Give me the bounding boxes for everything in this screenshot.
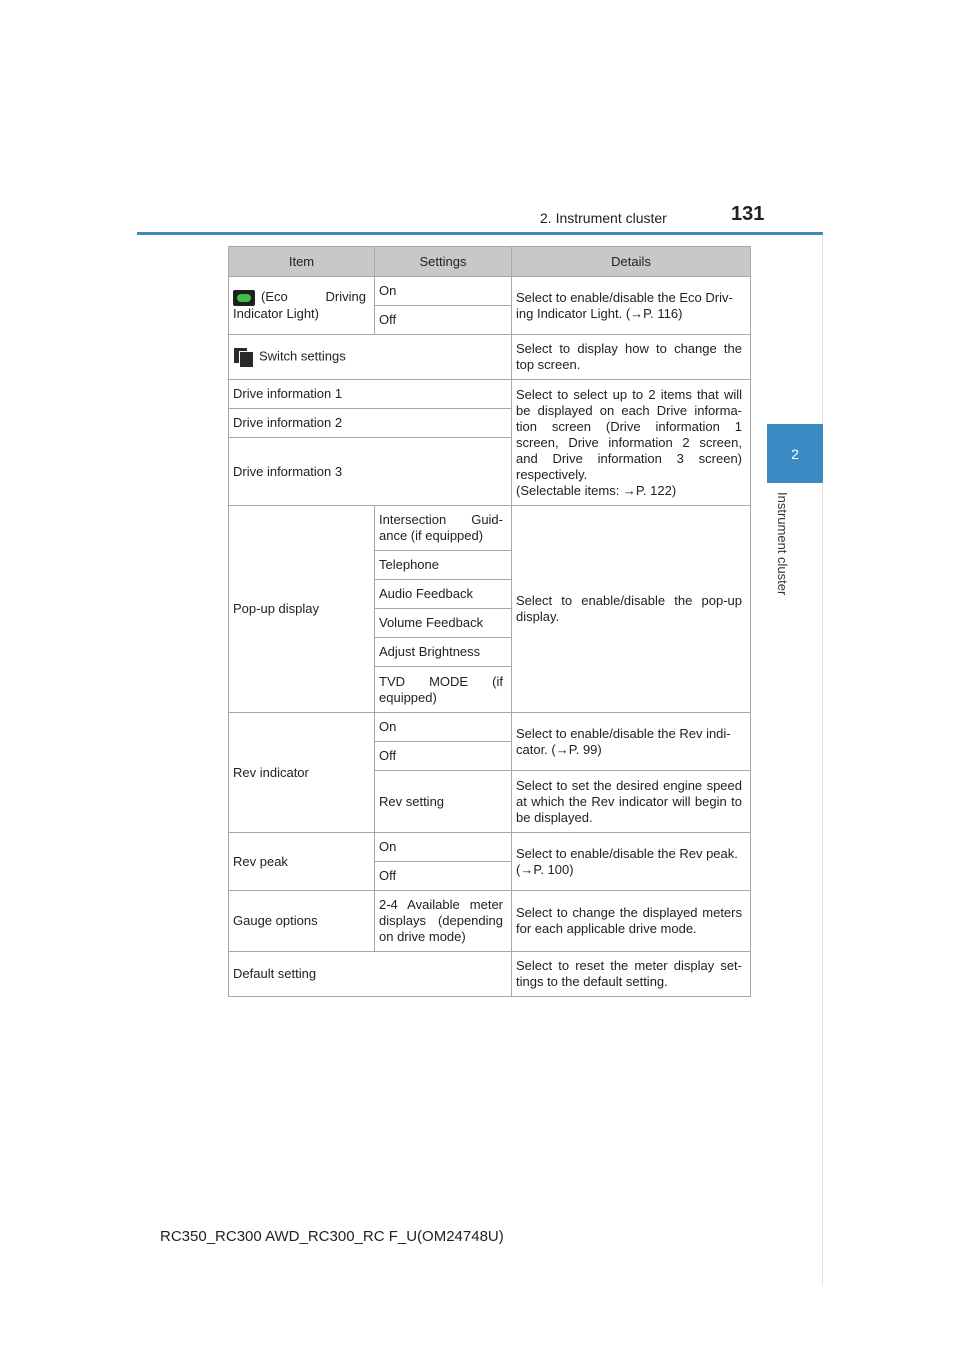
header-details: Details (512, 247, 751, 277)
item-popup: Pop-up display (229, 506, 375, 713)
details-rev-peak: Select to enable/disable the Rev peak. (→P. 100) (512, 833, 751, 891)
details-eco: Select to enable/disable the Eco Driv-ing Indicator Light. (→P. 116) (512, 277, 751, 335)
setting-eco-off: Off (375, 306, 512, 335)
page-number: 131 (731, 203, 765, 225)
setting-popup-telephone: Telephone (375, 551, 512, 580)
item-drive-3: Drive information 3 (229, 438, 512, 506)
setting-eco-on: On (375, 277, 512, 306)
setting-peak-on: On (375, 833, 512, 862)
header-item: Item (229, 247, 375, 277)
chapter-tab[interactable] (767, 424, 823, 483)
item-drive-1: Drive information 1 (229, 380, 512, 409)
item-rev-indicator: Rev indicator (229, 713, 375, 833)
table-row (229, 506, 751, 551)
details-rev-onoff: Select to enable/disable the Rev indi-cator. (→P. 99) (512, 713, 751, 771)
setting-gauge: 2-4 Available meter displays (depending on drive mode) (375, 891, 512, 952)
table-row (229, 277, 751, 306)
item-drive-2: Drive information 2 (229, 409, 512, 438)
item-eco-label: (Eco Driving Indicator Light) (233, 289, 366, 321)
table-row (229, 380, 751, 409)
setting-rev-off: Off (375, 742, 512, 771)
section-title: 2. Instrument cluster (540, 210, 667, 226)
setting-popup-volume: Volume Feedback (375, 609, 512, 638)
setting-popup-audio: Audio Feedback (375, 580, 512, 609)
header-rule (137, 232, 823, 235)
chapter-number: 2 (791, 445, 799, 462)
table-row (229, 335, 751, 380)
chapter-label: Instrument cluster (775, 492, 790, 596)
details-rev-setting: Select to set the desired engine speed at which the Rev indicator will begin to be displayed. (512, 771, 751, 833)
table-row (229, 713, 751, 742)
table-row (229, 952, 751, 997)
item-default: Default setting (229, 952, 512, 997)
table-row (229, 833, 751, 862)
details-default: Select to reset the meter display set-tings to the default setting. (512, 952, 751, 997)
details-drive (512, 380, 751, 506)
setting-peak-off: Off (375, 862, 512, 891)
setting-popup-brightness: Adjust Brightness (375, 638, 512, 667)
details-gauge: Select to change the displayed meters for each applicable drive mode. (512, 891, 751, 952)
item-eco (229, 277, 375, 335)
header-settings: Settings (375, 247, 512, 277)
switch-settings-icon (233, 347, 253, 367)
details-popup: Select to enable/disable the pop-up display. (512, 506, 751, 713)
item-gauge: Gauge options (229, 891, 375, 952)
setting-popup-tvd: TVD MODE (if equipped) (375, 667, 512, 713)
details-drive-text: Select to select up to 2 items that will be displayed on each Drive informa-tion screen (Drive information 1 screen, Drive information 2 screen, and Drive information 3 screen) respectively. (516, 386, 742, 482)
details-drive-note: (Selectable items: →P. 122) (516, 482, 677, 498)
setting-rev-on: On (375, 713, 512, 742)
item-rev-peak: Rev peak (229, 833, 375, 891)
side-divider (822, 235, 823, 1285)
model-code-footer: RC350_RC300 AWD_RC300_RC F_U(OM24748U) (160, 1228, 504, 1245)
setting-rev-setting: Rev setting (375, 771, 512, 833)
item-switch (229, 335, 512, 380)
details-switch: Select to display how to change the top screen. (512, 335, 751, 380)
eco-indicator-icon (233, 290, 255, 306)
setting-popup-intersection: Intersection Guid-ance (if equipped) (375, 506, 512, 551)
table-row (229, 891, 751, 952)
table-header-row (229, 247, 751, 277)
item-switch-label: Switch settings (259, 348, 346, 364)
settings-table (228, 246, 751, 997)
